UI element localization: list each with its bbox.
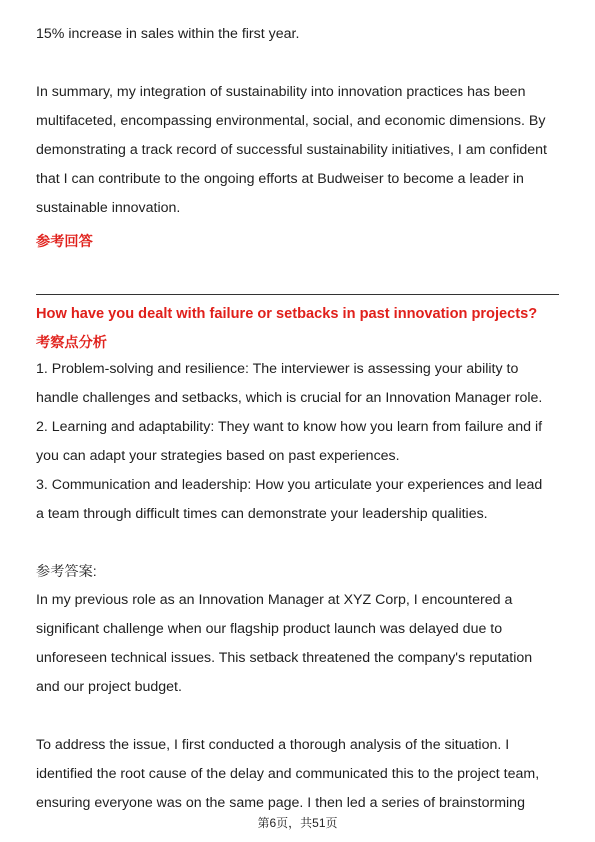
analysis-line: 1. Problem-solving and resilience: The interviewer is assessing your ability to <box>36 361 519 377</box>
analysis-line: 2. Learning and adaptability: They want to know how you learn from failure and if <box>36 419 543 435</box>
analysis-heading: 考察点分析 <box>36 335 107 351</box>
summary-line: sustainable innovation. <box>36 200 181 216</box>
answer-line: ensuring everyone was on the same page. I then led a series of brainstorming <box>36 795 525 811</box>
answer-line: In my previous role as an Innovation Manager at XYZ Corp, I encountered a <box>36 592 513 608</box>
summary-line: demonstrating a track record of successful sustainability initiatives, I am confident <box>36 142 547 158</box>
analysis-line: 3. Communication and leadership: How you articulate your experiences and lead <box>36 477 543 493</box>
intro-continuation: 15% increase in sales within the first year. <box>36 26 300 42</box>
question-title: How have you dealt with failure or setbacks in past innovation projects? <box>36 306 538 322</box>
reference-answer-heading: 参考回答 <box>36 234 93 250</box>
answer-label: 参考答案: <box>36 564 97 580</box>
analysis-line: a team through difficult times can demonstrate your leadership qualities. <box>36 506 488 522</box>
answer-line: unforeseen technical issues. This setback threatened the company's reputation <box>36 650 533 666</box>
answer-line: significant challenge when our flagship product launch was delayed due to <box>36 621 503 637</box>
answer-line: To address the issue, I first conducted a thorough analysis of the situation. I <box>36 737 510 753</box>
answer-line: identified the root cause of the delay and communicated this to the project team, <box>36 766 540 782</box>
summary-line: In summary, my integration of sustainability into innovation practices has been <box>36 84 526 100</box>
analysis-line: handle challenges and setbacks, which is crucial for an Innovation Manager role. <box>36 390 543 406</box>
summary-line: multifaceted, encompassing environmental, social, and economic dimensions. By <box>36 113 546 129</box>
answer-line: and our project budget. <box>36 679 182 695</box>
page-indicator: 第6页，共51页 <box>257 816 338 830</box>
section-divider <box>36 294 559 295</box>
summary-line: that I can contribute to the ongoing efforts at Budweiser to become a leader in <box>36 171 524 187</box>
analysis-line: you can adapt your strategies based on past experiences. <box>36 448 400 464</box>
